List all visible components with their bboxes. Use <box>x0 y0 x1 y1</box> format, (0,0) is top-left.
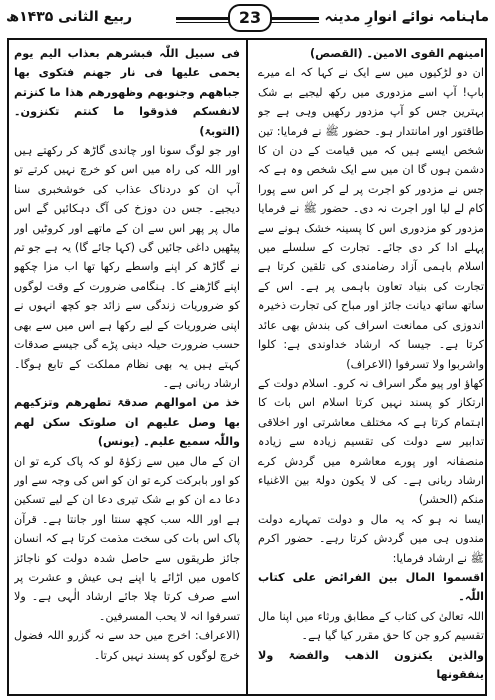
page-header <box>6 4 489 34</box>
arabic-quote: فی سبیل اللّٰہ فبشرھم بعذاب الیم یوم یحمی علیھا فی نار جھنم فتکوی بھا جباھھم وجنوبھم وظھورھم ھذا ما کنزتم لانفسکم فذوقوا ما کنتم تکنزون۔ (التوبۃ) <box>14 47 240 138</box>
magazine-title: ماہنامہ نوائے انوارِ مدینہ <box>319 4 489 30</box>
arabic-quote: خذ من اموالھم صدقۃ تطھرھم وتزکیھم بھا وصل علیھم ان صلوتک سکن لھم واللّٰہ سمیع علیم۔ (یونس) <box>14 396 240 449</box>
urdu-paragraph: اور جو لوگ سونا اور چاندی گاڑھ کر رکھتے ہیں اور اللہ کی راہ میں اس کو خرچ نہیں کرتے تو آپ ان کو دردناک عذاب کی خوشخبری سنا دیجیے۔ جس دن دوزخ کی آگ دہکائیں گے اس مال پر پھر اس سے ان کے ماتھے اور کروٹیں اور پیٹھیں داغی جائیں گی (کہا جائے گا) یہ ہے جو تم نے گاڑھ کر اپنے واسطے رکھا تھا اب مزا چکھو اپنے گاڑھنے کا۔ ہنگامی ضرورت کے وقت لوگوں کو ضروریات زندگی سے زائد جو کچھ انہوں نے اپنی ضروریات کے لیے رکھا ہے اس میں سے بھی حسب ضرورت حیلہ دینی پڑے گی جیسے صدقات کہتے ہیں یہ بھی نظام مملکت کے تابع ہوگا۔ ارشاد ربانی ہے۔ <box>14 144 240 390</box>
urdu-paragraph: کھاؤ اور پیو مگر اسراف نہ کرو۔ اسلام دولت کے ارتکاز کو پسند نہیں کرتا اسلام اس بات کا اہتمام کرتا ہے کہ مختلف معاشرتی اور اخلاقی تدابیر سے دولت کی تقسیم زیادہ سے زیادہ منصفانہ اور پورے معاشرہ میں گردش کرے ارشاد ربانی ہے۔ کی لا یکون دولۃ بین الاغنیاء منکم (الحشر) <box>258 376 484 507</box>
urdu-paragraph: ان دو لڑکیوں میں سے ایک نے کہا کہ اے میرے باپ! آپ اسے مزدوری میں رکھ لیجیے بے شک بہترین جس کو آپ مزدور رکھیں وہی ہے جو طاقتور اور امانتدار ہو۔ حضور ﷺ نے فرمایا: تین شخص ایسے ہیں کہ میں قیامت کے دن ان کا دشمن ہوں گا ان میں سے ایک شخص وہ ہے کہ جس نے مزدور کو اجرت پر لے کر اس سے پورا کام لے لیا اور اجرت نہ دی۔ حضور ﷺ نے فرمایا مزدور کو مزدوری اس کا پسینہ خشک ہونے سے پہلے ادا کر دی جائے۔ تجارت کے سلسلے میں اسلام باہمی آزاد رضامندی کی تلقین کرتا ہے تجارت کی بنیاد تعاون باہمی پر ہے۔ اس کے ساتھ ساتھ دیانت جائز اور مباح کی تجارت ذخیرہ اندوزی کی ممانعت اسراف کی بندش بھی عائد کرتا ہے۔ جیسا کہ ارشاد خداوندی ہے: کلوا واشربوا ولا تسرفوا (الاعراف) <box>258 66 484 371</box>
urdu-paragraph: (الاعراف: اخرج میں حد سے نہ گزرو اللہ فضول خرچ لوگوں کو پسند نہیں کرتا۔ <box>14 629 240 662</box>
urdu-paragraph: ایسا نہ ہو کہ یہ مال و دولت تمہارے دولت مندوں ہی میں گردش کرتا رہے۔ حضور اکرم ﷺ نے ارشاد فرمایا: <box>258 512 484 565</box>
column-divider <box>246 40 248 694</box>
urdu-paragraph: ان کے مال میں سے زکوٰۃ لو کہ پاک کرے تو ان کو اور بابرکت کرے تو ان کو اس کی وجہ سے اور دعا دے ان کو بے شک تیری دعا ان کے لیے تسکین ہے اور اللہ سب کچھ سنتا اور جانتا ہے۔ قرآن پاک اس بات کی سخت مذمت کرتا ہے کہ انسان جائز طریقوں سے حاصل شدہ دولت کو ناجائز کاموں میں اڑائے یا اپنے ہی عیش و عشرت پر اسے صرف کرتا چلا جائے ارشاد الٰہی ہے۔ ولا تسرفوا انہ لا یحب المسرفین۔ <box>14 454 240 623</box>
urdu-paragraph: اللہ تعالیٰ کی کتاب کے مطابق ورثاء میں اپنا مال تقسیم کرو جن کا حق مقرر کیا گیا ہے۔ <box>258 609 484 643</box>
issue-date: ربیع الثانی ۱۴۳۵ھ <box>6 4 176 30</box>
page-number: 23 <box>228 4 272 32</box>
arabic-quote: امینھم القوی الامین۔ (القصص) <box>310 47 484 60</box>
arabic-quote: والذین یکنزون الذھب والفضۃ ولا ینفقونھا <box>258 648 484 681</box>
right-column <box>258 44 484 690</box>
arabic-quote: اقسموا المال بین الفرائض علی کتاب اللّٰہ۔ <box>258 570 484 604</box>
left-column <box>14 44 240 690</box>
